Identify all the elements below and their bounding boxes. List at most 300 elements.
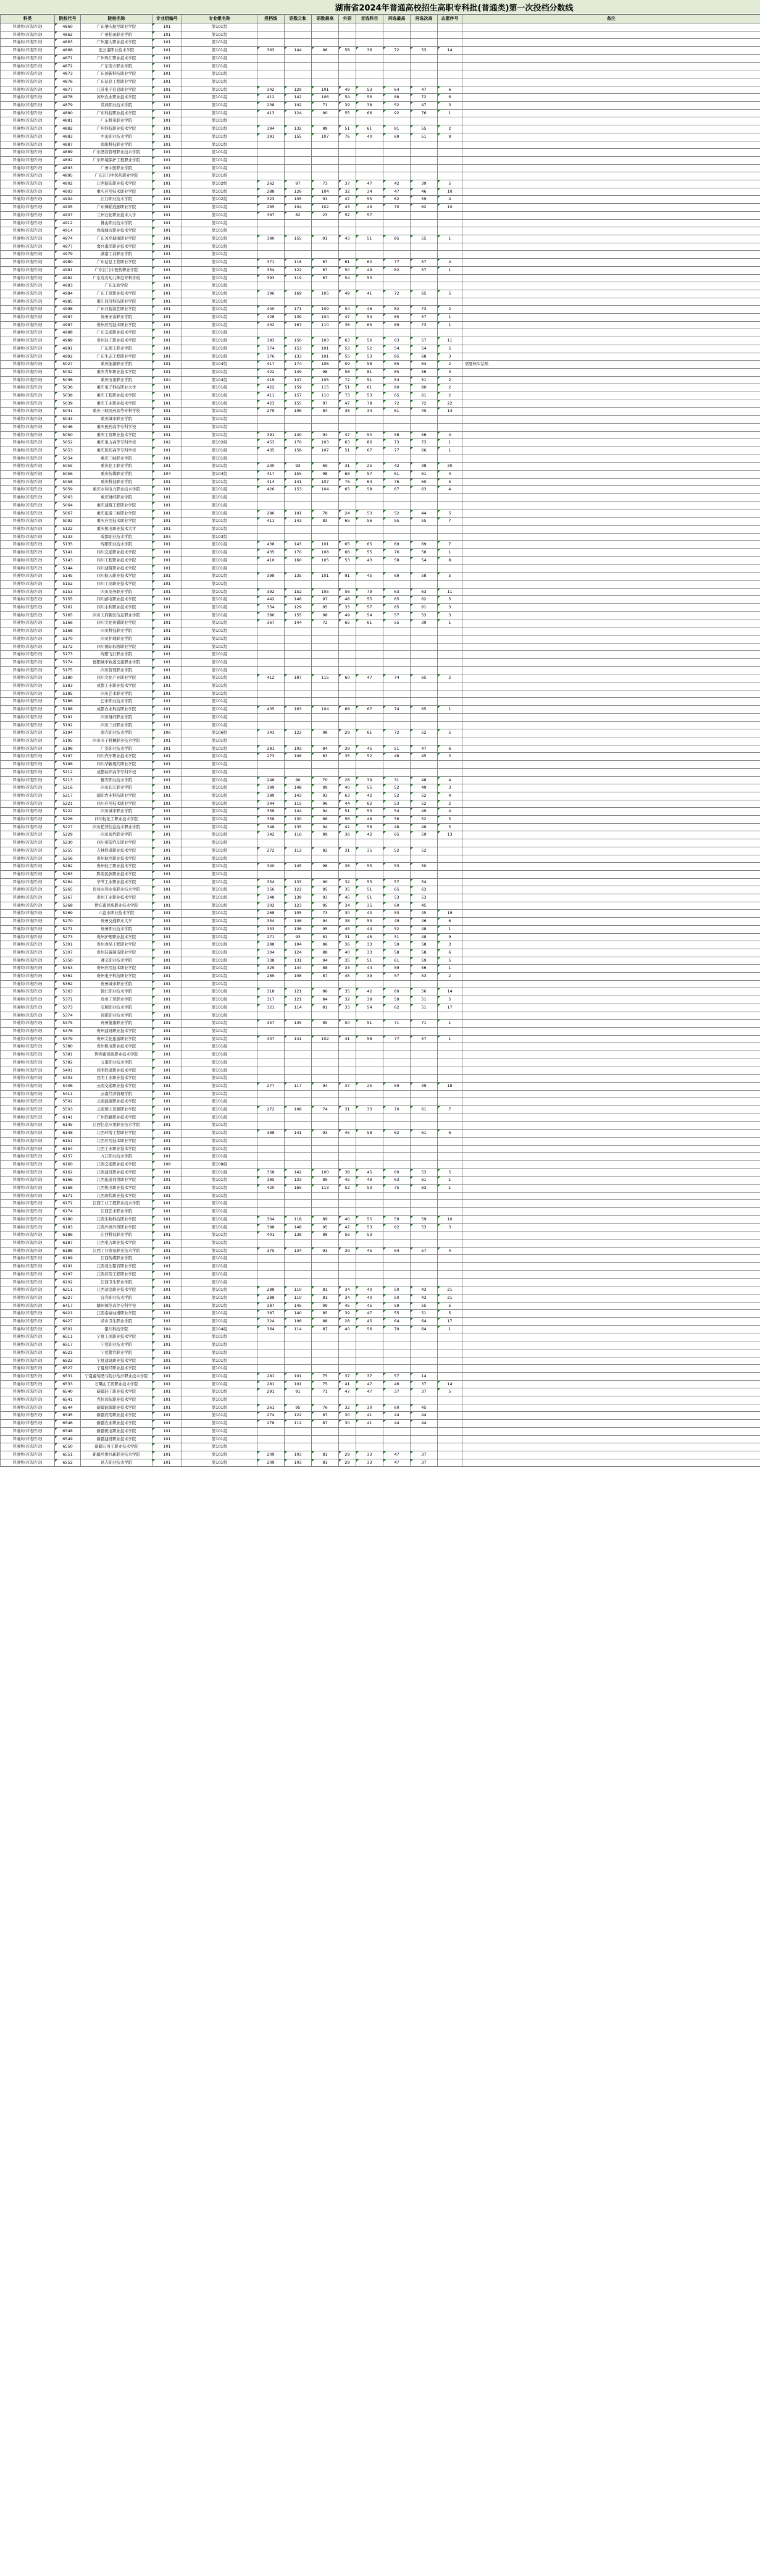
cell-re_max[interactable]: 58 (383, 431, 411, 439)
cell-school[interactable]: 重庆电讯职业学院 (81, 376, 152, 384)
cell-code[interactable]: 4981 (55, 266, 81, 274)
column-header-group_name[interactable]: 专业组名称 (182, 15, 257, 23)
cell-re_max[interactable] (383, 1270, 411, 1278)
cell-line[interactable]: 358 (257, 816, 285, 824)
cell-max_yw[interactable] (312, 721, 339, 729)
cell-rank[interactable]: 6 (438, 745, 462, 753)
table-row[interactable] (1, 1349, 760, 1357)
cell-kelei[interactable]: 普通类(首选历史) (1, 282, 55, 290)
cell-school[interactable]: 遵义职业技术学院 (81, 957, 152, 965)
cell-code[interactable]: 5174 (55, 658, 81, 666)
cell-group_name[interactable]: 第101组 (182, 235, 257, 243)
cell-group_name[interactable]: 第101组 (182, 416, 257, 424)
cell-re_max[interactable]: 92 (383, 109, 411, 117)
cell-line[interactable]: 246 (257, 776, 285, 784)
cell-foreign[interactable]: 47 (339, 1223, 356, 1231)
cell-school[interactable]: 云南能源职业技术学院 (81, 1098, 152, 1106)
cell-re_max[interactable] (383, 1200, 411, 1208)
cell-foreign[interactable]: 72 (339, 376, 356, 384)
table-row[interactable] (1, 1270, 760, 1278)
table-row[interactable] (1, 1035, 760, 1043)
cell-remark[interactable] (462, 878, 760, 886)
cell-group_no[interactable]: 101 (152, 416, 182, 424)
cell-re_max[interactable] (383, 1435, 411, 1443)
cell-max_yw[interactable]: 97 (312, 400, 339, 408)
table-row[interactable] (1, 1333, 760, 1341)
cell-line[interactable]: 432 (257, 321, 285, 329)
table-row[interactable] (1, 698, 760, 706)
cell-re_max[interactable]: 59 (383, 1215, 411, 1223)
cell-sum_yw[interactable]: 106 (285, 408, 312, 416)
cell-remark[interactable] (462, 1004, 760, 1012)
cell-group_name[interactable]: 第101组 (182, 627, 257, 636)
cell-first_subj[interactable] (356, 501, 383, 510)
cell-re_sec[interactable]: 45 (411, 753, 438, 761)
cell-remark[interactable] (462, 478, 760, 486)
cell-re_max[interactable]: 61 (383, 408, 411, 416)
cell-kelei[interactable]: 普通类(首选历史) (1, 1459, 55, 1467)
cell-group_name[interactable]: 第101组 (182, 1090, 257, 1098)
cell-max_yw[interactable] (312, 1098, 339, 1106)
cell-re_max[interactable] (383, 698, 411, 706)
cell-group_no[interactable]: 101 (152, 651, 182, 659)
cell-max_yw[interactable]: 94 (312, 957, 339, 965)
table-row[interactable] (1, 918, 760, 926)
cell-school[interactable]: 贵州航空职业技术学院 (81, 855, 152, 863)
cell-foreign[interactable]: 35 (339, 988, 356, 996)
cell-school[interactable]: 四川航天职业技术学院 (81, 573, 152, 581)
cell-group_no[interactable]: 101 (152, 596, 182, 604)
cell-re_sec[interactable] (411, 298, 438, 306)
cell-max_yw[interactable]: 71 (312, 1388, 339, 1396)
cell-first_subj[interactable]: 40 (356, 133, 383, 141)
cell-max_yw[interactable]: 94 (312, 431, 339, 439)
cell-kelei[interactable]: 普通类(首选历史) (1, 541, 55, 549)
cell-rank[interactable]: 14 (438, 988, 462, 996)
cell-group_no[interactable]: 101 (152, 761, 182, 769)
cell-max_yw[interactable]: 90 (312, 878, 339, 886)
cell-re_sec[interactable] (411, 164, 438, 172)
table-row[interactable] (1, 368, 760, 376)
cell-foreign[interactable] (339, 1137, 356, 1145)
table-row[interactable] (1, 706, 760, 714)
cell-group_no[interactable]: 101 (152, 259, 182, 267)
cell-re_max[interactable]: 44 (383, 1420, 411, 1428)
cell-sum_yw[interactable] (285, 658, 312, 666)
cell-kelei[interactable]: 普通类(首选历史) (1, 808, 55, 816)
cell-max_yw[interactable]: 98 (312, 368, 339, 376)
cell-school[interactable]: 吉林铁道职业技术学院 (81, 847, 152, 855)
cell-line[interactable] (257, 494, 285, 502)
cell-line[interactable] (257, 156, 285, 164)
cell-first_subj[interactable] (356, 70, 383, 78)
cell-first_subj[interactable] (356, 870, 383, 878)
cell-max_yw[interactable]: 91 (312, 235, 339, 243)
cell-re_max[interactable]: 81 (383, 125, 411, 133)
cell-group_name[interactable]: 第101组 (182, 698, 257, 706)
cell-re_max[interactable] (383, 117, 411, 125)
cell-foreign[interactable]: 40 (339, 1215, 356, 1223)
cell-first_subj[interactable]: 56 (356, 337, 383, 345)
cell-remark[interactable] (462, 266, 760, 274)
cell-code[interactable]: 4984 (55, 290, 81, 298)
cell-re_sec[interactable]: 53 (411, 973, 438, 981)
cell-foreign[interactable] (339, 721, 356, 729)
cell-rank[interactable]: 5 (438, 290, 462, 298)
cell-code[interactable]: 5152 (55, 580, 81, 588)
cell-first_subj[interactable] (356, 643, 383, 651)
cell-code[interactable]: 5050 (55, 431, 81, 439)
cell-re_sec[interactable] (411, 1122, 438, 1130)
cell-max_yw[interactable]: 108 (312, 549, 339, 557)
cell-code[interactable]: 4878 (55, 94, 81, 102)
cell-kelei[interactable]: 普通类(首选历史) (1, 894, 55, 902)
cell-re_sec[interactable]: 57 (411, 266, 438, 274)
cell-line[interactable] (257, 658, 285, 666)
cell-group_name[interactable]: 第101组 (182, 745, 257, 753)
cell-rank[interactable]: 5 (438, 573, 462, 581)
cell-group_name[interactable]: 第104组 (182, 471, 257, 479)
cell-kelei[interactable]: 普通类(首选历史) (1, 839, 55, 847)
cell-sum_yw[interactable]: 82 (285, 211, 312, 219)
cell-group_no[interactable]: 101 (152, 784, 182, 792)
cell-first_subj[interactable]: 53 (356, 878, 383, 886)
cell-line[interactable]: 329 (257, 965, 285, 973)
cell-rank[interactable]: 3 (438, 753, 462, 761)
cell-school[interactable]: 四川护理职业学院 (81, 635, 152, 643)
cell-sum_yw[interactable]: 122 (285, 886, 312, 894)
cell-kelei[interactable]: 普通类(首选历史) (1, 298, 55, 306)
cell-school[interactable]: 贵州应用技术职业学院 (81, 321, 152, 329)
cell-code[interactable]: 6168 (55, 1185, 81, 1193)
column-header-re_max[interactable]: 再选最高 (383, 15, 411, 23)
cell-line[interactable] (257, 282, 285, 290)
cell-re_sec[interactable]: 43 (411, 1294, 438, 1302)
cell-rank[interactable] (438, 980, 462, 988)
cell-kelei[interactable]: 普通类(首选历史) (1, 455, 55, 463)
cell-remark[interactable] (462, 1231, 760, 1240)
cell-foreign[interactable]: 30 (339, 910, 356, 918)
cell-line[interactable]: 342 (257, 86, 285, 94)
cell-rank[interactable] (438, 768, 462, 776)
cell-max_yw[interactable]: 103 (312, 337, 339, 345)
cell-re_sec[interactable]: 45 (411, 910, 438, 918)
cell-kelei[interactable]: 普通类(首选历史) (1, 792, 55, 800)
cell-first_subj[interactable]: 34 (356, 408, 383, 416)
cell-kelei[interactable]: 普通类(首选历史) (1, 172, 55, 180)
cell-rank[interactable] (438, 1145, 462, 1153)
cell-group_no[interactable]: 101 (152, 776, 182, 784)
cell-max_yw[interactable] (312, 298, 339, 306)
cell-re_max[interactable] (383, 78, 411, 86)
cell-group_no[interactable]: 101 (152, 109, 182, 117)
cell-remark[interactable] (462, 298, 760, 306)
cell-code[interactable]: 5381 (55, 1051, 81, 1059)
cell-school[interactable]: 广州科技职业技术学院 (81, 125, 152, 133)
cell-line[interactable]: 291 (257, 1388, 285, 1396)
cell-group_no[interactable]: 101 (152, 1435, 182, 1443)
cell-code[interactable]: 5273 (55, 933, 81, 941)
table-row[interactable] (1, 1286, 760, 1294)
cell-school[interactable]: 广东茂名幼儿师范专科学校 (81, 274, 152, 282)
table-row[interactable] (1, 1318, 760, 1326)
cell-first_subj[interactable]: 39 (356, 973, 383, 981)
table-row[interactable] (1, 188, 760, 196)
cell-max_yw[interactable] (312, 117, 339, 125)
cell-school[interactable]: 江西司法警官职业学院 (81, 1263, 152, 1271)
cell-kelei[interactable]: 普通类(首选历史) (1, 1098, 55, 1106)
cell-rank[interactable] (438, 117, 462, 125)
cell-remark[interactable] (462, 455, 760, 463)
cell-group_name[interactable]: 第101组 (182, 274, 257, 282)
cell-first_subj[interactable] (356, 1263, 383, 1271)
table-row[interactable] (1, 564, 760, 573)
cell-rank[interactable]: 3 (438, 611, 462, 619)
cell-rank[interactable] (438, 839, 462, 847)
cell-rank[interactable]: 21 (438, 1294, 462, 1302)
cell-group_no[interactable]: 101 (152, 1028, 182, 1036)
cell-line[interactable] (257, 666, 285, 674)
table-row[interactable] (1, 1420, 760, 1428)
cell-group_no[interactable]: 101 (152, 604, 182, 612)
cell-line[interactable] (257, 1114, 285, 1122)
cell-foreign[interactable] (339, 651, 356, 659)
cell-group_no[interactable]: 101 (152, 886, 182, 894)
cell-sum_yw[interactable] (285, 1200, 312, 1208)
cell-rank[interactable]: 11 (438, 337, 462, 345)
cell-line[interactable]: 385 (257, 1177, 285, 1185)
cell-max_yw[interactable] (312, 1145, 339, 1153)
cell-kelei[interactable]: 普通类(首选历史) (1, 847, 55, 855)
cell-sum_yw[interactable] (285, 455, 312, 463)
cell-code[interactable]: 6186 (55, 1231, 81, 1240)
cell-code[interactable]: 6151 (55, 1137, 81, 1145)
cell-max_yw[interactable]: 23 (312, 211, 339, 219)
cell-re_sec[interactable]: 59 (411, 1215, 438, 1223)
table-row[interactable] (1, 823, 760, 831)
table-row[interactable] (1, 156, 760, 164)
cell-remark[interactable] (462, 588, 760, 596)
cell-rank[interactable] (438, 1153, 462, 1161)
cell-group_name[interactable]: 第102组 (182, 196, 257, 204)
cell-kelei[interactable]: 普通类(首选历史) (1, 392, 55, 400)
cell-re_max[interactable]: 60 (383, 1404, 411, 1412)
cell-kelei[interactable]: 普通类(首选历史) (1, 1012, 55, 1020)
cell-sum_yw[interactable] (285, 533, 312, 541)
cell-rank[interactable]: 7 (438, 1106, 462, 1114)
cell-foreign[interactable]: 31 (339, 1106, 356, 1114)
cell-line[interactable]: 387 (257, 1302, 285, 1310)
cell-kelei[interactable]: 普通类(首选历史) (1, 721, 55, 729)
cell-kelei[interactable]: 普通类(首选历史) (1, 580, 55, 588)
cell-sum_yw[interactable] (285, 1278, 312, 1286)
cell-first_subj[interactable]: 60 (356, 259, 383, 267)
cell-sum_yw[interactable]: 121 (285, 996, 312, 1004)
cell-group_no[interactable]: 101 (152, 1310, 182, 1318)
cell-first_subj[interactable] (356, 1435, 383, 1443)
cell-first_subj[interactable] (356, 164, 383, 172)
cell-school[interactable]: 云南国土资源职业学院 (81, 1106, 152, 1114)
cell-re_sec[interactable] (411, 1012, 438, 1020)
cell-remark[interactable] (462, 180, 760, 188)
cell-re_sec[interactable] (411, 39, 438, 47)
cell-sum_yw[interactable] (285, 1145, 312, 1153)
cell-sum_yw[interactable] (285, 1270, 312, 1278)
cell-remark[interactable] (462, 580, 760, 588)
cell-max_yw[interactable]: 103 (312, 439, 339, 447)
cell-foreign[interactable] (339, 1012, 356, 1020)
cell-group_name[interactable]: 第101组 (182, 1278, 257, 1286)
cell-rank[interactable]: 4 (438, 776, 462, 784)
cell-school[interactable]: 四川水利职业技术学院 (81, 604, 152, 612)
cell-kelei[interactable]: 普通类(首选历史) (1, 219, 55, 227)
cell-max_yw[interactable] (312, 1263, 339, 1271)
cell-foreign[interactable] (339, 1098, 356, 1106)
cell-line[interactable] (257, 651, 285, 659)
cell-school[interactable]: 江西工业贸易职业技术学院 (81, 1247, 152, 1255)
table-row[interactable] (1, 651, 760, 659)
cell-kelei[interactable]: 普通类(首选历史) (1, 1051, 55, 1059)
cell-group_no[interactable]: 101 (152, 643, 182, 651)
cell-code[interactable]: 5186 (55, 698, 81, 706)
cell-kelei[interactable]: 普通类(首选历史) (1, 1443, 55, 1451)
cell-re_sec[interactable]: 71 (411, 1020, 438, 1028)
cell-sum_yw[interactable]: 103 (285, 745, 312, 753)
cell-school[interactable]: 四川托普信息技术职业学院 (81, 823, 152, 831)
cell-rank[interactable] (438, 1122, 462, 1130)
cell-school[interactable]: 江西生物科技职业学院 (81, 1215, 152, 1223)
cell-foreign[interactable]: 52 (339, 211, 356, 219)
cell-re_sec[interactable] (411, 1028, 438, 1036)
cell-school[interactable]: 绵阳飞行职业学院 (81, 651, 152, 659)
cell-re_sec[interactable]: 55 (411, 125, 438, 133)
cell-sum_yw[interactable]: 115 (285, 800, 312, 808)
cell-re_max[interactable]: 79 (383, 1325, 411, 1333)
cell-group_no[interactable]: 101 (152, 306, 182, 314)
cell-group_no[interactable]: 101 (152, 941, 182, 949)
cell-first_subj[interactable]: 61 (356, 619, 383, 627)
column-header-remark[interactable]: 备注 (462, 15, 760, 23)
cell-school[interactable]: 新疆机电职业技术学院 (81, 1427, 152, 1435)
cell-remark[interactable] (462, 149, 760, 157)
cell-line[interactable]: 343 (257, 729, 285, 737)
cell-rank[interactable]: 2 (438, 125, 462, 133)
cell-code[interactable]: 5046 (55, 423, 81, 431)
cell-remark[interactable] (462, 808, 760, 816)
cell-school[interactable]: 广州康大职业技术学院 (81, 39, 152, 47)
cell-code[interactable]: 6189 (55, 1255, 81, 1263)
cell-group_no[interactable]: 101 (152, 878, 182, 886)
cell-re_max[interactable] (383, 533, 411, 541)
cell-foreign[interactable] (339, 564, 356, 573)
cell-first_subj[interactable] (356, 533, 383, 541)
table-row[interactable] (1, 1412, 760, 1420)
column-header-first_subj[interactable]: 首选科目 (356, 15, 383, 23)
cell-first_subj[interactable] (356, 1145, 383, 1153)
cell-max_yw[interactable] (312, 768, 339, 776)
cell-foreign[interactable]: 32 (339, 996, 356, 1004)
cell-group_name[interactable]: 第101组 (182, 321, 257, 329)
cell-remark[interactable] (462, 658, 760, 666)
cell-code[interactable]: 5032 (55, 368, 81, 376)
cell-school[interactable]: 四川建筑职业技术学院 (81, 564, 152, 573)
cell-kelei[interactable]: 普通类(首选历史) (1, 78, 55, 86)
cell-code[interactable]: 5192 (55, 721, 81, 729)
table-row[interactable] (1, 1451, 760, 1459)
cell-school[interactable]: 萍乡卫生职业学院 (81, 1318, 152, 1326)
cell-foreign[interactable]: 91 (339, 573, 356, 581)
cell-foreign[interactable] (339, 643, 356, 651)
cell-code[interactable]: 5173 (55, 651, 81, 659)
cell-rank[interactable] (438, 886, 462, 894)
cell-rank[interactable] (438, 149, 462, 157)
cell-kelei[interactable]: 普通类(首选历史) (1, 1318, 55, 1326)
cell-max_yw[interactable] (312, 149, 339, 157)
cell-sum_yw[interactable] (285, 1341, 312, 1349)
cell-kelei[interactable]: 普通类(首选历史) (1, 863, 55, 871)
cell-re_max[interactable] (383, 329, 411, 337)
cell-first_subj[interactable]: 61 (356, 125, 383, 133)
table-row[interactable] (1, 1067, 760, 1075)
column-header-foreign[interactable]: 外语 (339, 15, 356, 23)
cell-group_name[interactable]: 第101组 (182, 204, 257, 212)
cell-school[interactable]: 贵州电子科技职业学院 (81, 973, 152, 981)
cell-max_yw[interactable]: 107 (312, 447, 339, 455)
cell-re_sec[interactable]: 52 (411, 816, 438, 824)
column-header-code[interactable]: 院校代号 (55, 15, 81, 23)
cell-rank[interactable]: 19 (438, 910, 462, 918)
cell-re_max[interactable] (383, 1160, 411, 1168)
cell-group_no[interactable]: 101 (152, 1420, 182, 1428)
cell-remark[interactable] (462, 1028, 760, 1036)
cell-school[interactable]: 四川应用技术职业学院 (81, 800, 152, 808)
cell-group_no[interactable]: 101 (152, 737, 182, 745)
cell-first_subj[interactable]: 47 (356, 674, 383, 682)
cell-re_sec[interactable]: 57 (411, 1035, 438, 1043)
cell-code[interactable]: 4983 (55, 282, 81, 290)
cell-re_sec[interactable] (411, 1145, 438, 1153)
cell-remark[interactable] (462, 564, 760, 573)
cell-group_name[interactable]: 第101组 (182, 1255, 257, 1263)
cell-code[interactable]: 5185 (55, 690, 81, 698)
cell-group_name[interactable]: 第101组 (182, 251, 257, 259)
cell-first_subj[interactable]: 51 (356, 235, 383, 243)
cell-re_sec[interactable] (411, 1427, 438, 1435)
cell-group_no[interactable]: 101 (152, 1255, 182, 1263)
cell-school[interactable]: 贵州工贸职业学院 (81, 996, 152, 1004)
table-row[interactable] (1, 164, 760, 172)
cell-school[interactable]: 新疆农业职业技术学院 (81, 1420, 152, 1428)
cell-first_subj[interactable] (356, 62, 383, 70)
cell-line[interactable] (257, 1357, 285, 1365)
cell-group_no[interactable]: 101 (152, 1459, 182, 1467)
cell-foreign[interactable]: 53 (339, 345, 356, 353)
cell-first_subj[interactable]: 36 (356, 47, 383, 55)
cell-code[interactable]: 6421 (55, 1310, 81, 1318)
cell-re_max[interactable] (383, 141, 411, 149)
cell-re_sec[interactable]: 76 (411, 109, 438, 117)
cell-group_name[interactable]: 第101组 (182, 1168, 257, 1177)
cell-max_yw[interactable] (312, 251, 339, 259)
cell-line[interactable] (257, 690, 285, 698)
cell-group_name[interactable]: 第101组 (182, 70, 257, 78)
cell-max_yw[interactable]: 85 (312, 1020, 339, 1028)
cell-sum_yw[interactable]: 110 (285, 1294, 312, 1302)
cell-sum_yw[interactable]: 104 (285, 941, 312, 949)
cell-kelei[interactable]: 普通类(首选历史) (1, 925, 55, 933)
cell-max_yw[interactable]: 115 (312, 384, 339, 392)
cell-line[interactable] (257, 713, 285, 721)
